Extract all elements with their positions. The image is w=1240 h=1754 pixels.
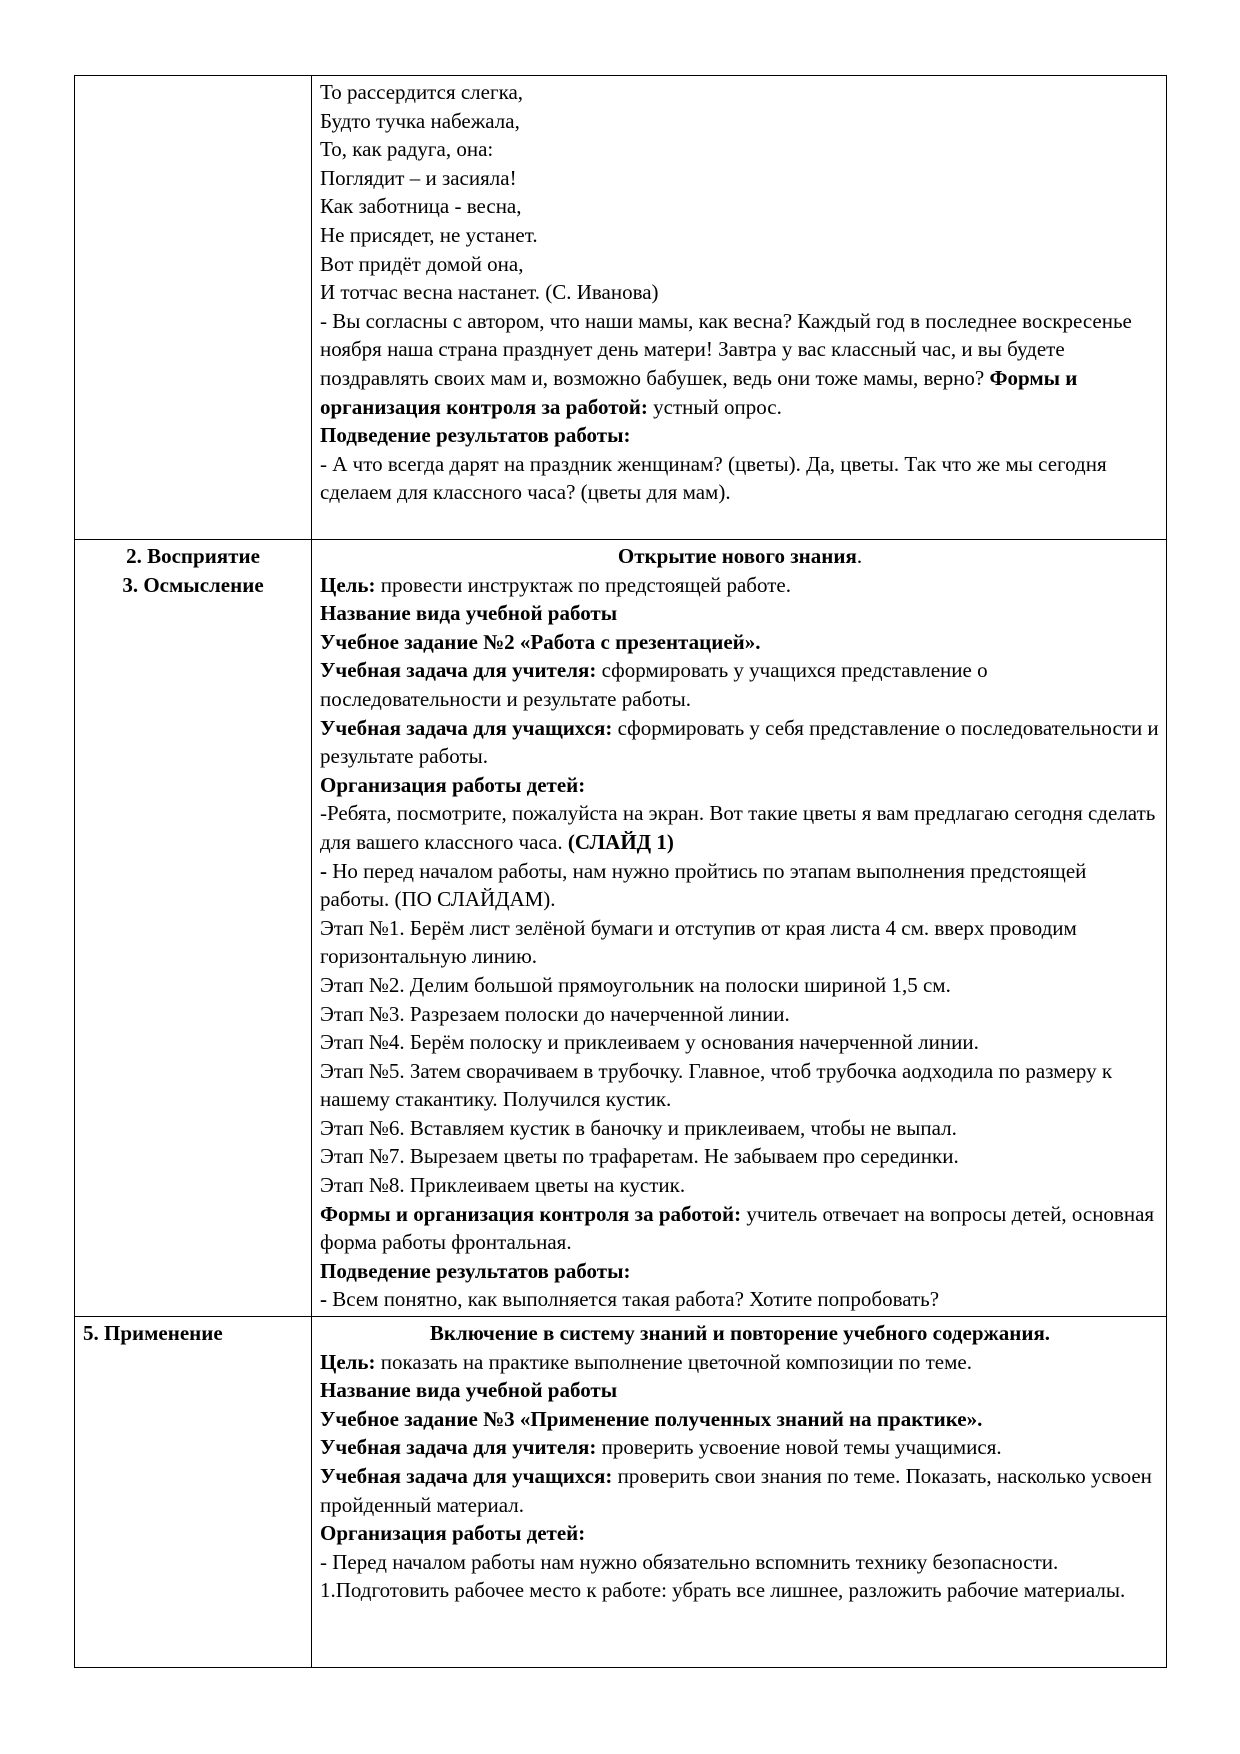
task-title: Учебное задание №3 «Применение полученных знаний на практике». xyxy=(320,1406,983,1431)
step-item: Этап №4. Берём полоску и приклеиваем у основания начерченной линии. xyxy=(320,1030,979,1055)
intro-text: - Но перед началом работы, нам нужно пройтись по этапам выполнения предстоящей работы. (ПО СЛАЙДАМ). xyxy=(320,858,1087,912)
student-task-text: сформировать у себя представление о последовательности и результате работы. xyxy=(320,715,1159,769)
slide-label: (СЛАЙД 1) xyxy=(567,829,674,854)
summary-label: Подведение результатов работы: xyxy=(320,1258,631,1283)
content-cell xyxy=(312,540,1167,1317)
poem-line: То рассердится слегка, xyxy=(320,80,524,104)
content-cell xyxy=(312,1317,1167,1668)
step-item: Этап №2. Делим большой прямоугольник на полоски шириной 1,5 см. xyxy=(320,972,951,997)
goal-label: Цель: xyxy=(320,572,376,597)
poem-line: Как заботница - весна, xyxy=(320,194,522,219)
step-item: Этап №1. Берём лист зелёной бумаги и отступив от края листа 4 см. вверх проводим горизонтальную линию. xyxy=(320,915,1077,969)
table-row xyxy=(75,76,1167,540)
student-task-label: Учебная задача для учащихся: xyxy=(320,715,613,740)
step-item: Этап №7. Вырезаем цветы по трафаретам. Не забываем про серединки. xyxy=(320,1144,959,1169)
step-item: Этап №6. Вставляем кустик в баночку и приклеиваем, чтобы не выпал. xyxy=(320,1115,957,1140)
poem-line: То, как радуга, она: xyxy=(320,137,494,162)
work-type-label: Название вида учебной работы xyxy=(320,1378,618,1403)
section-heading: Включение в систему знаний и повторение учебного содержания. xyxy=(429,1321,1051,1346)
poem xyxy=(320,78,1160,307)
goal-text: показать на практике выполнение цветочной композиции по теме. xyxy=(375,1349,972,1374)
poem-line: Поглядит – и засияла! xyxy=(320,165,517,190)
poem-line: Вот придёт домой она, xyxy=(320,251,524,276)
summary-label: Подведение результатов работы: xyxy=(320,423,631,448)
goal-label: Цель: xyxy=(320,1349,376,1374)
poem-line: Не присядет, не устанет. xyxy=(320,222,538,247)
teacher-task xyxy=(320,656,1160,713)
safety-rule: 1.Подготовить рабочее место к работе: убрать все лишнее, разложить рабочие материалы. xyxy=(320,1578,1126,1603)
control-value: учитель отвечает на вопросы детей, основная форма работы фронтальная. xyxy=(320,1201,1155,1255)
stage-cell xyxy=(75,540,312,1317)
student-task-text: проверить свои знания по теме. Показать, насколько усвоен пройденный материал. xyxy=(320,1464,1152,1517)
summary-text: - Всем понятно, как выполняется такая работа? Хотите попробовать? xyxy=(320,1287,940,1312)
teacher-task-text: проверить усвоение новой темы учащимися. xyxy=(596,1435,1002,1460)
step-item: Этап №3. Разрезаем полоски до начерченной линии. xyxy=(320,1001,790,1026)
content-cell xyxy=(312,76,1167,540)
organization-text: - Перед началом работы нам нужно обязательно вспомнить технику безопасности. xyxy=(320,1549,1059,1574)
question-text: - Вы согласны с автором, что наши мамы, как весна? Каждый год в последнее воскресенье ноября наша страна празднует день матери! Завтра у вас классный час, и вы будете поздравлять своих мам и, возможно бабушек, ведь они тоже мамы, верно? xyxy=(320,308,1132,390)
stage-cell xyxy=(75,76,312,540)
stage-label: 2. Восприятие xyxy=(126,544,260,568)
table-row xyxy=(75,540,1167,1317)
student-task xyxy=(320,714,1160,771)
question-paragraph xyxy=(320,307,1160,421)
control-value: устный опрос. xyxy=(647,394,782,419)
table-row xyxy=(75,1317,1167,1668)
goal xyxy=(320,571,1160,600)
control xyxy=(320,1200,1160,1257)
section-heading: Открытие нового знания. xyxy=(617,544,863,568)
control-label: Формы и организация контроля за работой: xyxy=(320,365,1078,419)
poem-line: И тотчас весна настанет. (С. Иванова) xyxy=(320,280,659,305)
stage-cell xyxy=(75,1317,312,1668)
teacher-task-text: сформировать у учащихся представление о последовательности и результате работы. xyxy=(320,658,988,711)
poem-line: Будто тучка набежала, xyxy=(320,108,520,133)
lesson-plan-table xyxy=(74,75,1167,1668)
teacher-task-label: Учебная задача для учителя: xyxy=(320,658,597,683)
student-task xyxy=(320,1462,1160,1519)
student-task-label: Учебная задача для учащихся: xyxy=(320,1464,613,1488)
summary-text: - А что всегда дарят на праздник женщинам? (цветы). Да, цветы. Так что же мы сегодня сделаем для классного часа? (цветы для мам). xyxy=(320,451,1107,505)
goal-text: провести инструктаж по предстоящей работе. xyxy=(375,572,791,597)
organization-label: Организация работы детей: xyxy=(320,772,586,797)
stage-label: 3. Осмысление xyxy=(122,572,264,597)
step-item: Этап №8. Приклеиваем цветы на кустик. xyxy=(320,1173,686,1198)
organization-label: Организация работы детей: xyxy=(320,1521,586,1546)
step-item: Этап №5. Затем сворачиваем в трубочку. Главное, чтоб трубочка аодходила по размеру к нашему стакантику. Получился кустик. xyxy=(320,1058,1113,1112)
goal xyxy=(320,1348,1160,1377)
work-type-label: Название вида учебной работы xyxy=(320,601,618,626)
control-label: Формы и организация контроля за работой: xyxy=(320,1201,742,1226)
stage-label: 5. Применение xyxy=(83,1321,223,1346)
task-title: Учебное задание №2 «Работа с презентацией». xyxy=(320,629,761,654)
teacher-task xyxy=(320,1433,1160,1462)
teacher-task-label: Учебная задача для учителя: xyxy=(320,1435,597,1460)
organization-text: -Ребята, посмотрите, пожалуйста на экран. Вот такие цветы я вам предлагаю сегодня сделать для вашего классного часа. (СЛАЙД 1) xyxy=(320,801,1156,854)
